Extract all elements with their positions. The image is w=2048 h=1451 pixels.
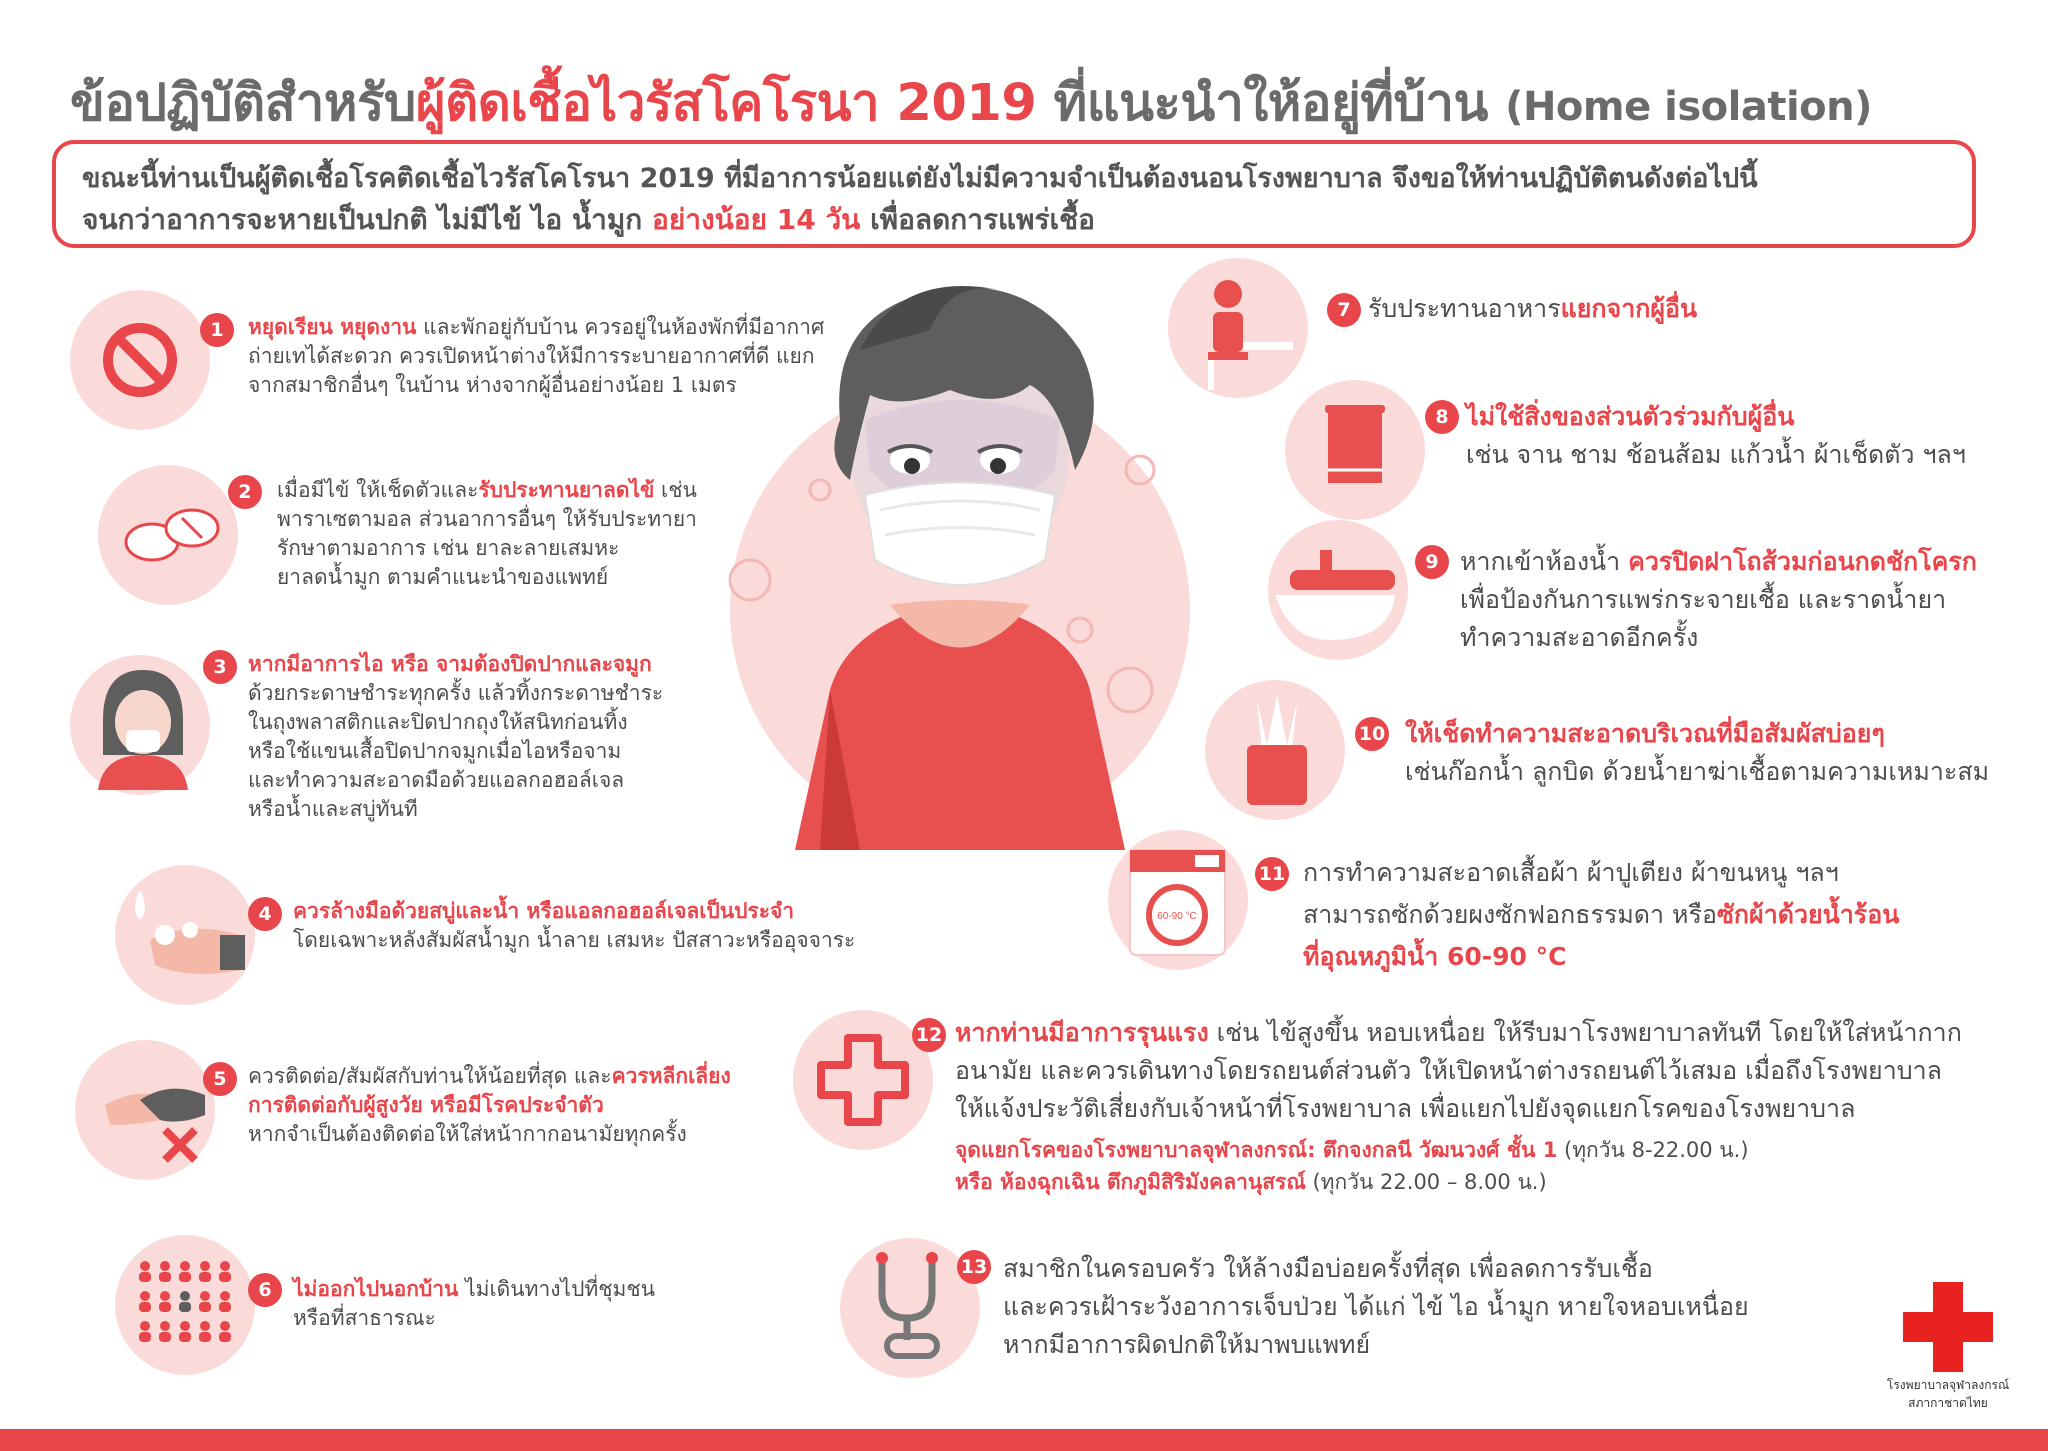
item-3-text: หากมีอาการไอ หรือ จามต้องปิดปากและจมูก ด้วยกระดาษชำระทุกครั้ง แล้วทิ้งกระดาษชำระ ในถุงพลาสติกและปิดปากถุงให้สนิทก่อนทิ้ง หรือใช้แขนเสื้อปิดปากจมูกเมื่อไอหรือจาม และทำความสะอาดมือด้วยแอลกอฮอล์เจล หรือน้ำและสบู่ทันที xyxy=(248,652,664,821)
item-1-text: หยุดเรียน หยุดงาน และพักอยู่กับบ้าน ควรอยู่ในห้องพักที่มีอากาศ ถ่ายเทได้สะดวก ควรเปิดหน้าต่างให้มีการระบายอากาศที่ดี แยก จากสมาชิกอื่นๆ ในบ้าน ห่างจากผู้อื่นอย่างน้อย 1 เมตร xyxy=(248,315,825,397)
item-number-12: 12 xyxy=(912,1018,946,1052)
medical-cross-icon xyxy=(813,1030,913,1130)
item-number-13: 13 xyxy=(957,1250,991,1284)
intro-line-2: จนกว่าอาการจะหายเป็นปกติ ไม่มีไข้ ไอ น้ำมูก อย่างน้อย 14 วัน เพื่อลดการแพร่เชื้อ xyxy=(82,203,1095,236)
no-handshake-icon xyxy=(100,1065,210,1165)
eating-person-icon xyxy=(1188,272,1298,392)
item-8-text: ไม่ใช้สิ่งของส่วนตัวร่วมกับผู้อื่น เช่น จาน ชาม ช้อนส้อม แก้วน้ำ ผ้าเช็ดตัว ฯลฯ xyxy=(1466,402,1966,469)
item-number-11: 11 xyxy=(1255,857,1289,891)
item-12-text: หากท่านมีอาการรุนแรง เช่น ไข้สูงขึ้น หอบเหนื่อย ให้รีบมาโรงพยาบาลทันที โดยให้ใส่หน้ากาก อนามัย และควรเดินทางโดยรถยนต์ส่วนตัว ให้เปิดหน้าต่างรถยนต์ไว้เสมอ เมื่อถึงโรงพยาบาล ให้แจ้งประวัติเสี่ยงกับเจ้าหน้าที่โรงพยาบาล เพื่อแยกไปยังจุดแยกโรคของโรงพยาบาล จุดแยกโรคของโรงพยาบาลจุฬาลงกรณ์: ตึกจงกลนี วัฒนวงศ์ ชั้น 1 (ทุกวัน 8-22.00 น.) หรือ ห้องฉุกเฉิน ตึกภูมิสิริมังคลานุสรณ์ (ทุกวัน 22.00 – 8.00 น.) xyxy=(955,1014,1962,1198)
item-number-2: 2 xyxy=(228,475,262,509)
item-2-text: เมื่อมีไข้ ให้เช็ดตัวและรับประทานยาลดไข้ เช่น พาราเซตามอล ส่วนอาการอื่นๆ ให้รับประทายา รักษาตามอาการ เช่น ยาละลายเสมหะ ยาลดน้ำมูก ตามคำแนะนำของแพทย์ xyxy=(277,478,697,589)
intro-line-1: ขณะนี้ท่านเป็นผู้ติดเชื้อโรคติดเชื้อไวรัสโคโรนา 2019 ที่มีอาการน้อยแต่ยังไม่มีความจำเป็นต้องนอนโรงพยาบาล จึงขอให้ท่านปฏิบัติตนดังต่อไปนี้ xyxy=(82,163,1758,194)
crowd-icon xyxy=(135,1258,235,1353)
item-number-8: 8 xyxy=(1425,400,1459,434)
item-number-4: 4 xyxy=(248,897,282,931)
sneezing-person-icon xyxy=(88,660,198,790)
item-number-9: 9 xyxy=(1415,545,1449,579)
no-entry-icon xyxy=(100,320,180,400)
item-13-text: สมาชิกในครอบครัว ให้ล้างมือบ่อยครั้งที่สุด เพื่อลดการรับเชื้อ และควรเฝ้าระวังอาการเจ็บป่วย ได้แก่ ไข้ ไอ น้ำมูก หายใจหอบเหนื่อย หากมีอาการผิดปกติให้มาพบแพทย์ xyxy=(1003,1254,1749,1359)
tissue-box-icon xyxy=(1232,690,1322,810)
screening-location-1: จุดแยกโรคของโรงพยาบาลจุฬาลงกรณ์: ตึกจงกลนี วัฒนวงศ์ ชั้น 1 (ทุกวัน 8-22.00 น.) xyxy=(955,1138,1749,1162)
item-number-3: 3 xyxy=(203,650,237,684)
item-11-text: การทำความสะอาดเสื้อผ้า ผ้าปูเตียง ผ้าขนหนู ฯลฯ สามารถซักด้วยผงซักฟอกธรรมดา หรือซักผ้าด้วยน้ำร้อน ที่อุณหภูมิน้ำ 60-90 °C xyxy=(1303,858,1900,971)
intro-box xyxy=(52,140,1976,248)
item-5-text: ควรติดต่อ/สัมผัสกับท่านให้น้อยที่สุด และควรหลีกเลี่ยง การติดต่อกับผู้สูงวัย หรือมีโรคประจำตัว หากจำเป็นต้องติดต่อให้ใส่หน้ากากอนามัยทุกครั้ง xyxy=(248,1064,731,1146)
footer-bar xyxy=(0,1429,2048,1451)
washing-machine-icon xyxy=(1125,845,1230,960)
item-number-1: 1 xyxy=(200,313,234,347)
towel-icon xyxy=(1310,395,1400,495)
pill-icon xyxy=(122,500,222,570)
item-4-text: ควรล้างมือด้วยสบู่และน้ำ หรือแอลกอฮอล์เจลเป็นประจำ โดยเฉพาะหลังสัมผัสน้ำมูก น้ำลาย เสมหะ ปัสสาวะหรืออุจจาระ xyxy=(293,899,856,952)
logo-line-2: สภากาชาดไทย xyxy=(1908,1396,1988,1410)
item-number-10: 10 xyxy=(1355,717,1389,751)
machine-temperature-label: 60-90 °C xyxy=(1157,911,1197,922)
item-10-text: ให้เช็ดทำความสะอาดบริเวณที่มือสัมผัสบ่อยๆ เช่นก๊อกน้ำ ลูกบิด ด้วยน้ำยาฆ่าเชื้อตามความเหมาะสม xyxy=(1405,719,1990,786)
logo-line-1: โรงพยาบาลจุฬาลงกรณ์ xyxy=(1886,1378,2010,1392)
stethoscope-icon xyxy=(862,1248,962,1363)
screening-location-2: หรือ ห้องฉุกเฉิน ตึกภูมิสิริมังคลานุสรณ์ (ทุกวัน 22.00 – 8.00 น.) xyxy=(955,1170,1547,1194)
hand-washing-icon xyxy=(130,880,250,990)
item-7-text: รับประทานอาหารแยกจากผู้อื่น xyxy=(1368,294,1698,323)
hospital-logo xyxy=(1868,1282,2028,1412)
page-title: ข้อปฏิบัติสำหรับผู้ติดเชื้อไวรัสโคโรนา 2019 ที่แนะนำให้อยู่ที่บ้าน (Home isolation) xyxy=(70,74,1872,133)
item-number-5: 5 xyxy=(203,1062,237,1096)
item-number-7: 7 xyxy=(1327,293,1361,327)
red-cross-icon xyxy=(1903,1282,1993,1372)
item-6-text: ไม่ออกไปนอกบ้าน ไม่เดินทางไปที่ชุมชน หรือที่สาธารณะ xyxy=(293,1277,655,1330)
item-9-text: หากเข้าห้องน้ำ ควรปิดฝาโถส้วมก่อนกดชักโครก เพื่อป้องกันการแพร่กระจายเชื้อ และราดน้ำยา ทำความสะอาดอีกครั้ง xyxy=(1460,547,1977,652)
item-number-6: 6 xyxy=(248,1273,282,1307)
toilet-icon xyxy=(1270,540,1400,650)
